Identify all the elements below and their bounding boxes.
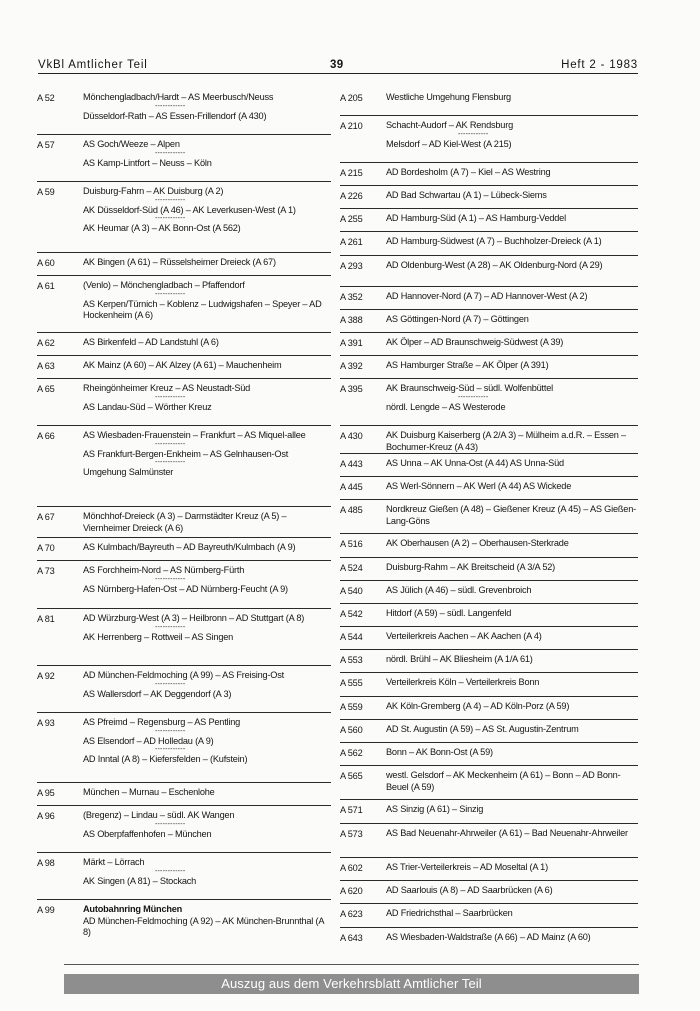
autobahn-number: A 542 [340, 609, 363, 619]
autobahn-number: A 61 [37, 281, 55, 291]
autobahn-number: A 540 [340, 586, 363, 596]
route-segment: Bonn – AK Bonn-Ost (A 59) [386, 747, 493, 757]
route-segment: AS Nürnberg-Hafen-Ost – AD Nürnberg-Feucht (A 9) [83, 583, 288, 594]
route-segment: AK Singen (A 81) – Stockach [83, 875, 197, 886]
route-segment: AS Frankfurt-Bergen-Enkheim – AS Gelnhausen-Ost [83, 448, 289, 459]
route-segment: AD Hannover-Nord (A 7) – AD Hannover-West (A 2) [386, 291, 588, 301]
section-separator: ------------ [155, 747, 186, 753]
autobahn-number: A 571 [340, 805, 363, 815]
route-entry [340, 186, 638, 209]
autobahn-number: A 430 [340, 431, 363, 441]
route-entry [340, 904, 638, 928]
autobahn-number: A 65 [37, 384, 55, 394]
route-entry [340, 209, 638, 232]
route-entry [340, 500, 638, 534]
route-segment: AD Hamburg-Süd (A 1) – AS Hamburg-Veddel [386, 213, 566, 223]
autobahn-number: A 573 [340, 829, 363, 839]
autobahn-number: A 620 [340, 886, 363, 896]
route-entry [340, 232, 638, 256]
route-entry [37, 379, 331, 426]
route-segment: AS Hamburger Straße – AK Ölper (A 391) [386, 360, 549, 370]
route-entry [340, 581, 638, 604]
route-segment: AS Kamp-Lintfort – Neuss – Köln [83, 157, 212, 168]
route-segment: AK Duisburg Kaiserberg (A 2/A 3) – Mülheim a.d.R. – Essen – Bochumer-Kreuz (A 43) [386, 430, 626, 452]
route-segment: westl. Gelsdorf – AK Meckenheim (A 61) – Bonn – AD Bonn-Beuel (A 59) [386, 770, 621, 792]
route-segment: AD Saarlouis (A 8) – AD Saarbrücken (A 6) [386, 885, 553, 895]
route-entry [37, 182, 331, 253]
autobahn-number: A 99 [37, 905, 55, 915]
section-separator: ------------ [155, 460, 186, 466]
route-entry [340, 800, 638, 824]
route-segment: Duisburg-Rahm – AK Breitscheid (A 3/A 52) [386, 562, 555, 572]
route-entry [340, 477, 638, 500]
autobahn-number: A 293 [340, 261, 363, 271]
route-segment: AK Oberhausen (A 2) – Oberhausen-Sterkrade [386, 538, 569, 548]
route-segment: AS Goch/Weeze – Alpen [83, 139, 180, 149]
section-separator: ------------ [155, 197, 186, 204]
route-segment: AS Elsendorf – AD Holledau (A 9) [83, 735, 214, 746]
route-segment: AD Bad Schwartau (A 1) – Lübeck-Siems [386, 190, 547, 200]
route-segment: AD Hamburg-Südwest (A 7) – Buchholzer-Dreieck (A 1) [386, 236, 602, 246]
journal-title: VkBl Amtlicher Teil [38, 59, 148, 71]
route-entry [340, 379, 638, 426]
autobahn-number: A 516 [340, 539, 363, 549]
route-segment: AS Trier-Verteilerkreis – AD Moseltal (A 1) [386, 862, 548, 872]
autobahn-number: A 623 [340, 909, 363, 919]
route-entry [37, 135, 331, 182]
route-entry [340, 627, 638, 650]
autobahn-number: A 52 [37, 93, 55, 103]
footer-divider [64, 964, 639, 965]
route-segment: (Bregenz) – Lindau – südl. AK Wangen [83, 810, 235, 820]
section-separator: ------------ [155, 216, 186, 222]
autobahn-number: A 553 [340, 655, 363, 665]
route-segment: Mönchengladbach/Hardt – AS Meerbusch/Neuss [83, 92, 274, 102]
autobahn-number: A 395 [340, 384, 363, 394]
route-segment: AK Düsseldorf-Süd (A 46) – AK Leverkusen-West (A 1) [83, 204, 296, 215]
section-separator: ------------ [458, 394, 489, 401]
route-entry [37, 713, 331, 783]
section-separator: ------------ [155, 441, 186, 448]
autobahn-number: A 352 [340, 292, 363, 302]
route-segment: AS Forchheim-Nord – AS Nürnberg-Fürth [83, 565, 245, 575]
route-entry [340, 88, 638, 116]
route-segment: AK Heumar (A 3) – AK Bonn-Ost (A 562) [83, 223, 241, 233]
autobahn-number: A 63 [37, 361, 55, 371]
route-segment: nördl. Lengde – AS Westerode [386, 401, 506, 412]
route-segment: München – Murnau – Eschenlohe [83, 787, 215, 797]
route-segment: AS Wiesbaden-Frauenstein – Frankfurt – AS Miquel-allee [83, 430, 306, 440]
autobahn-number: A 565 [340, 771, 363, 781]
route-entry [37, 88, 331, 135]
autobahn-number: A 391 [340, 338, 363, 348]
autobahn-number: A 67 [37, 512, 55, 522]
autobahn-number: A 73 [37, 566, 55, 576]
route-segment: Melsdorf – AD Kiel-West (A 215) [386, 138, 512, 149]
route-entry [37, 253, 331, 276]
route-segment: AS Bad Neuenahr-Ahrweiler (A 61) – Bad Neuenahr-Ahrweiler [386, 828, 628, 838]
route-entry [340, 426, 638, 454]
autobahn-number: A 388 [340, 315, 363, 325]
route-segment: AS Werl-Sönnern – AK Werl (A 44) AS Wickede [386, 481, 572, 491]
page-number: 39 [330, 59, 344, 71]
autobahn-number: A 445 [340, 482, 363, 492]
route-segment: Märkt – Lörrach [83, 857, 145, 867]
route-segment: Verteilerkreis Köln – Verteilerkreis Bonn [386, 677, 540, 687]
autobahn-number: A 57 [37, 140, 55, 150]
route-entry [37, 609, 331, 666]
autobahn-number: A 555 [340, 678, 363, 688]
route-segment: AK Ölper – AD Braunschweig-Südwest (A 39) [386, 337, 564, 347]
autobahn-number: A 215 [340, 168, 363, 178]
route-entry [340, 766, 638, 800]
route-entry [340, 287, 638, 310]
autobahn-number: A 98 [37, 858, 55, 868]
route-entry [37, 507, 331, 538]
page-header [38, 59, 638, 74]
route-entry [340, 558, 638, 581]
route-segment: Rheingönheimer Kreuz – AS Neustadt-Süd [83, 383, 251, 393]
route-entry [340, 333, 638, 356]
footer-banner: Auszug aus dem Verkehrsblatt Amtlicher Teil [64, 974, 639, 994]
route-segment: Westliche Umgehung Flensburg [386, 92, 511, 102]
route-entry [340, 116, 638, 163]
route-entry [37, 276, 331, 333]
autobahn-number: A 59 [37, 187, 55, 197]
route-segment: AK Herrenberg – Rottweil – AS Singen [83, 631, 234, 642]
route-segment: Verteilerkreis Aachen – AK Aachen (A 4) [386, 631, 542, 641]
section-separator: ------------ [155, 821, 186, 828]
autobahn-number: A 205 [340, 93, 363, 103]
route-segment: AD Bordesholm (A 7) – Kiel – AS Westring [386, 167, 551, 177]
route-segment: AS Sinzig (A 61) – Sinzig [386, 804, 484, 814]
route-segment: AS Pfreimd – Regensburg – AS Pentling [83, 717, 241, 727]
route-segment: AS Kerpen/Türnich – Koblenz – Ludwigshafen – Speyer – AD Hockenheim (A 6) [83, 298, 322, 320]
route-entry [340, 310, 638, 333]
autobahn-number: A 602 [340, 863, 363, 873]
route-entry [37, 806, 331, 853]
route-entry [37, 333, 331, 356]
route-entry [37, 666, 331, 713]
section-separator: ------------ [155, 150, 186, 157]
route-segment: Düsseldorf-Rath – AS Essen-Frillendorf (A 430) [83, 110, 267, 121]
issue-label: Heft 2 - 1983 [561, 59, 638, 71]
autobahn-number: A 443 [340, 459, 363, 469]
route-segment: AS Birkenfeld – AD Landstuhl (A 6) [83, 337, 219, 347]
route-entry [37, 900, 331, 943]
route-entry [340, 858, 638, 881]
route-entry [340, 163, 638, 186]
route-segment: AD Friedrichsthal – Saarbrücken [386, 908, 513, 918]
route-segment: Umgehung Salmünster [83, 467, 174, 477]
section-separator: ------------ [155, 681, 186, 688]
autobahn-number: A 62 [37, 338, 55, 348]
route-entry [37, 853, 331, 900]
autobahn-number: A 60 [37, 258, 55, 268]
route-segment: AD Inntal (A 8) – Kiefersfelden – (Kufstein) [83, 754, 248, 764]
autobahn-number: A 226 [340, 191, 363, 201]
section-separator: ------------ [458, 131, 489, 138]
route-entry [340, 824, 638, 858]
autobahn-number: A 643 [340, 933, 363, 943]
route-segment: (Venlo) – Mönchengladbach – Pfaffendorf [83, 280, 245, 290]
section-separator: ------------ [155, 103, 186, 110]
route-entry [37, 538, 331, 561]
route-segment: AD München-Feldmoching (A 92) – AK München-Brunnthal (A 8) [83, 915, 324, 937]
route-entry [37, 561, 331, 609]
autobahn-number: A 544 [340, 632, 363, 642]
autobahn-number: A 70 [37, 543, 55, 553]
route-segment: AS Jülich (A 46) – südl. Grevenbroich [386, 585, 532, 595]
route-segment: AD Oldenburg-West (A 28) – AK Oldenburg-Nord (A 29) [386, 260, 603, 270]
section-separator: ------------ [155, 394, 186, 401]
route-segment: AD Würzburg-West (A 3) – Heilbronn – AD Stuttgart (A 8) [83, 613, 305, 623]
route-entry [37, 426, 331, 507]
route-heading: Autobahnring München [83, 904, 183, 914]
autobahn-number: A 560 [340, 725, 363, 735]
autobahn-number: A 559 [340, 702, 363, 712]
route-entry [340, 534, 638, 558]
route-segment: AK Bingen (A 61) – Rüsselsheimer Dreieck (A 67) [83, 257, 276, 267]
route-entry [340, 256, 638, 287]
route-segment: Hitdorf (A 59) – südl. Langenfeld [386, 608, 512, 618]
autobahn-number: A 96 [37, 811, 55, 821]
route-segment: Duisburg-Fahrn – AK Duisburg (A 2) [83, 186, 224, 196]
route-entry [37, 356, 331, 379]
route-entry [340, 604, 638, 627]
autobahn-number: A 255 [340, 214, 363, 224]
route-segment: Schacht-Audorf – AK Rendsburg [386, 120, 513, 130]
route-segment: AD München-Feldmoching (A 99) – AS Freising-Ost [83, 670, 284, 680]
autobahn-number: A 524 [340, 563, 363, 573]
section-separator: ------------ [155, 868, 186, 875]
section-separator: ------------ [155, 624, 186, 631]
route-segment: AS Oberpfaffenhofen – München [83, 828, 212, 839]
route-entry [340, 356, 638, 379]
route-entry [340, 743, 638, 766]
autobahn-number: A 210 [340, 121, 363, 131]
route-segment: AK Braunschweig-Süd – südl. Wolfenbüttel [386, 383, 554, 393]
route-entry [37, 783, 331, 806]
autobahn-number: A 66 [37, 431, 55, 441]
section-separator: ------------ [155, 291, 186, 298]
route-segment: AK Mainz (A 60) – AK Alzey (A 61) – Mauchenheim [83, 360, 282, 370]
route-entry [340, 650, 638, 673]
autobahn-number: A 261 [340, 237, 363, 247]
route-entry [340, 720, 638, 743]
right-column [340, 88, 638, 943]
autobahn-number: A 485 [340, 505, 363, 515]
route-segment: AS Wiesbaden-Waldstraße (A 66) – AD Mainz (A 60) [386, 932, 591, 942]
autobahn-number: A 93 [37, 718, 55, 728]
autobahn-number: A 95 [37, 788, 55, 798]
route-entry [340, 454, 638, 477]
route-entry [340, 881, 638, 904]
route-segment: AS Landau-Süd – Wörther Kreuz [83, 401, 212, 412]
autobahn-number: A 562 [340, 748, 363, 758]
route-entry [340, 928, 638, 943]
route-segment: Mönchhof-Dreieck (A 3) – Darmstädter Kreuz (A 5) – Viernheimer Dreieck (A 6) [83, 511, 287, 533]
autobahn-number: A 92 [37, 671, 55, 681]
route-segment: AD St. Augustin (A 59) – AS St. Augustin-Zentrum [386, 724, 579, 734]
section-separator: ------------ [155, 728, 186, 735]
route-segment: AK Köln-Gremberg (A 4) – AD Köln-Porz (A 59) [386, 701, 570, 711]
route-segment: AS Unna – AK Unna-Ost (A 44) AS Unna-Süd [386, 458, 564, 468]
route-segment: nördl. Brühl – AK Bliesheim (A 1/A 61) [386, 654, 533, 664]
route-segment: AS Kulmbach/Bayreuth – AD Bayreuth/Kulmbach (A 9) [83, 542, 296, 552]
route-segment: AS Wallersdorf – AK Deggendorf (A 3) [83, 688, 232, 699]
route-segment: AS Göttingen-Nord (A 7) – Göttingen [386, 314, 529, 324]
route-entry [340, 697, 638, 720]
route-segment: Nordkreuz Gießen (A 48) – Gießener Kreuz (A 45) – AS Gießen-Lang-Göns [386, 504, 636, 526]
autobahn-number: A 81 [37, 614, 55, 624]
autobahn-number: A 392 [340, 361, 363, 371]
section-separator: ------------ [155, 576, 186, 583]
route-entry [340, 673, 638, 697]
left-column [37, 88, 331, 943]
